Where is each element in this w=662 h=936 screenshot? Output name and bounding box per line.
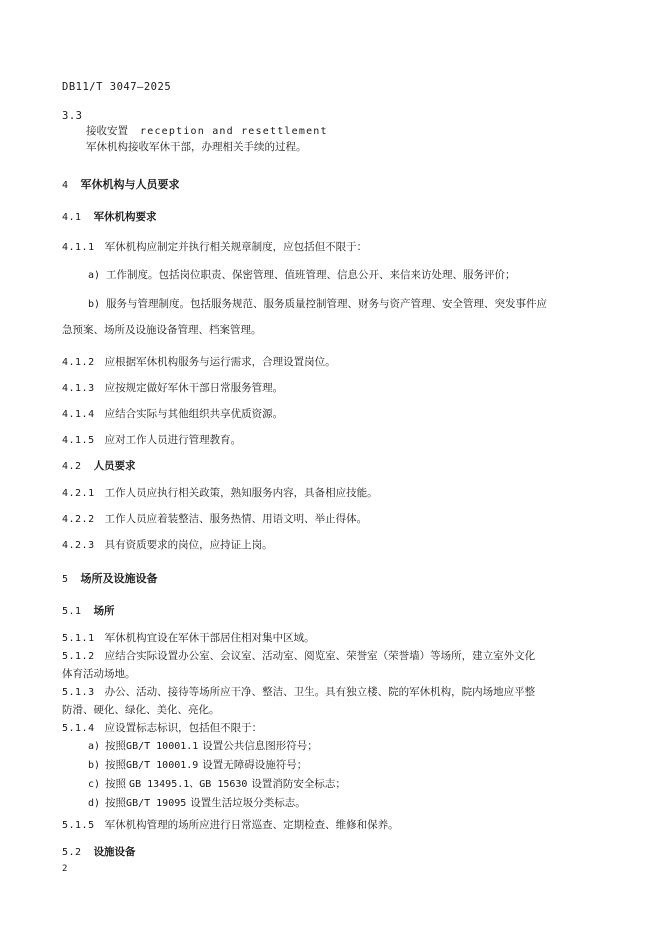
- subsection-title: 人员要求: [93, 460, 136, 472]
- section-heading-5: [62, 572, 158, 587]
- clause-5-1-5: [62, 818, 399, 833]
- clause-text: 应设置标志标识，包括但不限于：: [104, 722, 263, 734]
- clause-text: 应按规定做好军休干部日常服务管理。: [104, 382, 284, 394]
- term-english: reception and resettlement: [140, 126, 328, 137]
- clause-number: 5.1.4: [62, 723, 95, 734]
- clause-text: 应结合实际设置办公室、会议室、活动室、阅览室、荣誉室（荣誉墙）等场所，建立室外文化: [104, 650, 536, 662]
- subsection-number: 4.2: [62, 461, 82, 472]
- clause-4-1-3: [62, 381, 283, 396]
- clause-text: 工作人员应着装整洁、服务热情、用语文明、举止得体。: [104, 513, 368, 525]
- clause-number: 4.1.2: [62, 357, 95, 368]
- standard-code: GB/T 10001.1: [126, 741, 199, 752]
- clause-number: 4.1.5: [62, 435, 95, 446]
- clause-4-2-1: [62, 486, 378, 501]
- clause-5-1-4: [62, 721, 262, 736]
- clause-number: 4.2.2: [62, 514, 95, 525]
- list-text-pre: 按照: [105, 797, 127, 809]
- term-definition: 军休机构接收军休干部，办理相关手续的过程。: [86, 141, 307, 153]
- list-item-d: [88, 796, 306, 811]
- list-label: d): [88, 798, 101, 809]
- clause-number: 5.1.1: [62, 633, 95, 644]
- clause-4-1-1: [62, 240, 367, 255]
- list-item-a: [88, 739, 318, 754]
- list-label: b): [88, 299, 101, 310]
- list-text-post: 设置生活垃圾分类标志。: [190, 797, 306, 809]
- list-text-pre: 按照: [105, 778, 127, 790]
- list-text-pre: 按照: [105, 740, 127, 752]
- clause-number: 5.1.5: [62, 820, 95, 831]
- list-text-pre: 按照: [105, 759, 127, 771]
- clause-number: 4.1.4: [62, 409, 95, 420]
- section-number: 4: [62, 180, 69, 191]
- subsection-heading-5-2: [62, 845, 136, 860]
- clause-5-1-1: [62, 631, 315, 646]
- standard-code: GB/T 10001.9: [126, 760, 199, 771]
- clause-text: 应根据军休机构服务与运行需求，合理设置岗位。: [104, 356, 336, 368]
- clause-text: 军休机构宜设在军休干部居住相对集中区域。: [104, 632, 315, 644]
- subsection-number: 5.2: [62, 847, 82, 858]
- list-label: a): [88, 270, 101, 281]
- clause-4-1-2: [62, 355, 336, 370]
- clause-text: 应结合实际与其他组织共享优质资源。: [104, 408, 284, 420]
- page-number: 2: [62, 864, 68, 874]
- clause-number: 5.1.2: [62, 651, 95, 662]
- subsection-heading-4-2: [62, 459, 136, 474]
- section-title: 场所及设施设备: [80, 572, 158, 585]
- list-text: 服务与管理制度。包括服务规范、服务质量控制管理、财务与资产管理、安全管理、突发事件应: [106, 298, 548, 310]
- clause-number: 4.2.1: [62, 488, 95, 499]
- subsection-number: 5.1: [62, 606, 82, 617]
- clause-5-1-3: [62, 685, 535, 700]
- list-text-post: 设置无障碍设施符号；: [202, 759, 308, 771]
- clause-4-1-4: [62, 407, 283, 422]
- list-label: b): [88, 760, 101, 771]
- section-heading-4: [62, 178, 180, 193]
- subsection-title: 军休机构要求: [93, 211, 157, 223]
- clause-number: 4.2.3: [62, 540, 95, 551]
- term-number: 3.3: [62, 110, 83, 122]
- list-label: a): [88, 741, 101, 752]
- clause-4-2-2: [62, 512, 367, 527]
- clause-number: 5.1.3: [62, 687, 95, 698]
- clause-text: 军休机构应制定并执行相关规章制度，应包括但不限于：: [104, 241, 368, 253]
- section-title: 军休机构与人员要求: [80, 178, 180, 191]
- list-text-post: 设置公共信息图形符号；: [202, 740, 318, 752]
- standard-code: GB/T 19095: [126, 798, 187, 809]
- clause-text: 军休机构管理的场所应进行日常巡查、定期检查、维修和保养。: [104, 819, 399, 831]
- list-item-b-continuation: 急预案、场所及设施设备管理、档案管理。: [62, 324, 262, 336]
- subsection-title: 场所: [93, 605, 115, 617]
- list-item-b: [88, 758, 307, 773]
- term-chinese: 接收安置: [86, 125, 128, 137]
- standard-code: GB 13495.1、GB 15630: [129, 779, 248, 790]
- subsection-number: 4.1: [62, 212, 82, 223]
- clause-text: 办公、活动、接待等场所应干净、整洁、卫生。具有独立楼、院的军休机构，院内场地应平整: [104, 686, 536, 698]
- section-number: 5: [62, 574, 69, 585]
- clause-text: 具有资质要求的岗位，应持证上岗。: [104, 539, 273, 551]
- document-code: DB11/T 3047—2025: [62, 81, 172, 93]
- subsection-heading-5-1: [62, 604, 115, 619]
- subsection-heading-4-1: [62, 210, 157, 225]
- term-entry: [86, 124, 328, 139]
- list-item-a: [88, 268, 516, 283]
- clause-4-1-5: [62, 433, 241, 448]
- clause-text: 应对工作人员进行管理教育。: [104, 434, 242, 446]
- list-label: c): [88, 779, 101, 790]
- list-text: 工作制度。包括岗位职责、保密管理、值班管理、信息公开、来信来访处理、服务评价；: [106, 269, 516, 281]
- clause-4-2-3: [62, 538, 273, 553]
- subsection-title: 设施设备: [93, 846, 136, 858]
- list-item-b: [88, 297, 547, 312]
- clause-number: 4.1.1: [62, 242, 95, 253]
- clause-5-1-2-continuation: 体育活动场地。: [62, 668, 136, 680]
- list-item-c: [88, 777, 346, 792]
- clause-text: 工作人员应执行相关政策，熟知服务内容，具备相应技能。: [104, 487, 378, 499]
- list-text-post: 设置消防安全标志；: [251, 778, 346, 790]
- clause-number: 4.1.3: [62, 383, 95, 394]
- clause-5-1-3-continuation: 防滑、硬化、绿化、美化、亮化。: [62, 704, 220, 716]
- clause-5-1-2: [62, 649, 535, 664]
